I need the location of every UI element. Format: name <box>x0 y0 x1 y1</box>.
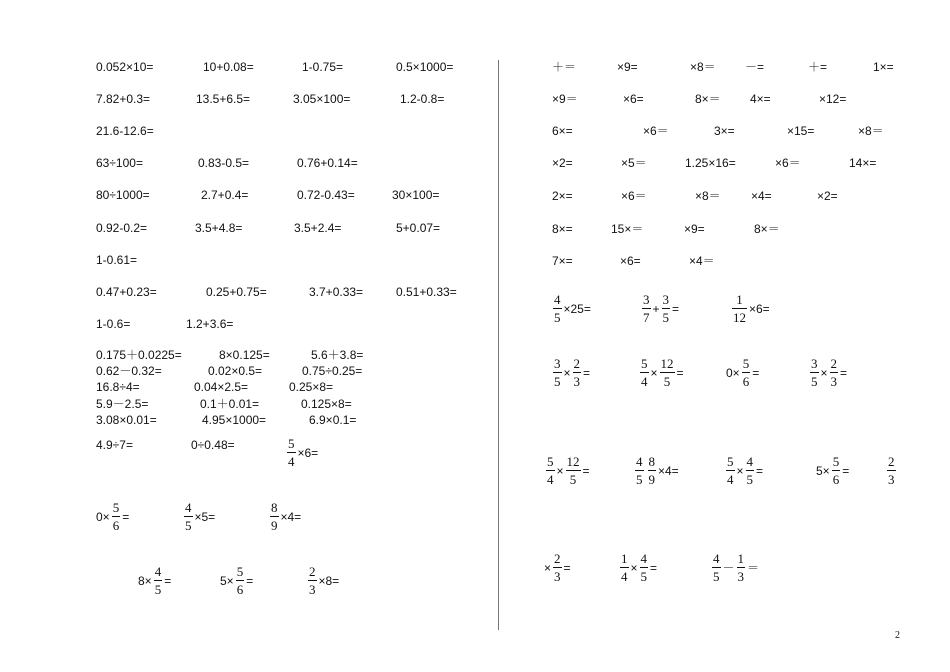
suffix: ×6= <box>297 445 319 460</box>
suffix: = <box>246 573 254 588</box>
denominator: 3 <box>573 374 581 389</box>
fraction <box>662 292 671 325</box>
operator: × <box>736 463 744 478</box>
denominator: 6 <box>832 472 840 487</box>
problem: 0.51+0.33= <box>396 285 457 299</box>
problem: ×6＝ <box>643 124 669 138</box>
numerator: 2 <box>888 454 895 469</box>
denominator: 6 <box>742 374 750 389</box>
denominator: 12 <box>733 310 746 325</box>
numerator: 8 <box>271 500 278 515</box>
problem: 15×＝ <box>611 222 644 236</box>
numerator: 2 <box>554 551 561 566</box>
fraction <box>830 356 839 389</box>
denominator: 5 <box>662 310 670 325</box>
problem: 0.92-0.2= <box>96 221 148 235</box>
problem: ×15= <box>787 124 815 138</box>
prefix: × <box>544 560 552 575</box>
problem: 0.72-0.43= <box>297 188 355 202</box>
suffix: = <box>582 463 590 478</box>
fraction-problem <box>730 292 770 325</box>
problem: 16.8÷4= <box>96 380 140 394</box>
numerator: 12 <box>566 454 580 469</box>
fraction <box>553 551 562 584</box>
suffix: ×4= <box>658 463 679 478</box>
fraction-problem <box>138 564 171 597</box>
denominator: 5 <box>636 472 643 487</box>
problem: 0.175＋0.0225= <box>96 348 182 362</box>
problem: 3.08×0.01= <box>96 413 157 427</box>
denominator: 5 <box>185 518 192 533</box>
problem: 8×＝ <box>754 222 780 236</box>
problem: 0.47+0.23= <box>96 285 157 299</box>
numerator: 8 <box>648 454 655 469</box>
suffix: ＝ <box>747 561 760 575</box>
denominator: 5 <box>663 374 671 389</box>
fraction-problem <box>220 564 253 597</box>
fraction <box>112 500 121 533</box>
fraction <box>742 356 751 389</box>
problem: 8×= <box>552 222 573 236</box>
problem: ×6= <box>620 254 641 268</box>
problem: 13.5+6.5= <box>196 92 251 106</box>
fraction-problem <box>306 564 339 597</box>
problem: 0.5×1000= <box>396 60 454 74</box>
fraction-problem <box>808 356 847 389</box>
problem: 0.76+0.14= <box>297 156 358 170</box>
problem: ×9＝ <box>552 92 578 106</box>
operator: － <box>722 561 735 575</box>
numerator: 4 <box>636 454 643 469</box>
fraction <box>737 551 746 584</box>
suffix: ×8= <box>318 573 340 588</box>
problem: 0.62－0.32= <box>96 364 162 378</box>
denominator: 7 <box>643 310 650 325</box>
numerator: 5 <box>547 454 554 469</box>
problem: ＋= <box>808 60 828 74</box>
fraction-problem <box>182 500 215 533</box>
numerator: 2 <box>309 564 316 579</box>
fraction <box>553 356 562 389</box>
numerator: 3 <box>662 292 670 307</box>
problem: ×4= <box>751 189 772 203</box>
problem: 63÷100= <box>96 156 143 170</box>
problem: 4.9÷7= <box>96 438 133 452</box>
fraction <box>642 292 651 325</box>
denominator: 5 <box>569 472 577 487</box>
numerator: 1 <box>736 292 743 307</box>
denominator: 4 <box>621 569 628 584</box>
denominator: 4 <box>547 472 554 487</box>
numerator: 12 <box>660 356 674 371</box>
problem: 1.2+3.6= <box>186 317 234 331</box>
problem: 80÷1000= <box>96 188 150 202</box>
problem: 30×100= <box>392 188 440 202</box>
problem: 7.82+0.3= <box>96 92 151 106</box>
problem: 7×= <box>552 254 573 268</box>
fraction <box>732 292 747 325</box>
column-divider <box>498 60 499 630</box>
fraction <box>573 356 582 389</box>
fraction-problem <box>640 292 679 325</box>
fraction-problem <box>724 454 763 487</box>
problem: ×6＝ <box>621 189 647 203</box>
denominator: 5 <box>746 472 754 487</box>
problem: 0.83-0.5= <box>198 156 250 170</box>
fraction-problem <box>633 454 679 487</box>
problem: 14×= <box>849 156 877 170</box>
problem: 1.2-0.8= <box>400 92 445 106</box>
operator: × <box>563 365 571 380</box>
fraction-problem <box>638 356 684 389</box>
fraction-problem <box>618 551 657 584</box>
prefix: 8× <box>138 573 152 588</box>
problem: 6.9×0.1= <box>309 413 357 427</box>
fraction-problem <box>885 454 898 487</box>
denominator: 9 <box>271 518 278 533</box>
fraction-problem <box>544 454 590 487</box>
problem: 5.9－2.5= <box>96 397 149 411</box>
operator: × <box>556 463 564 478</box>
problem: 0.02×0.5= <box>208 364 263 378</box>
fraction <box>712 551 721 584</box>
numerator: 5 <box>727 454 734 469</box>
fraction <box>726 454 735 487</box>
numerator: 3 <box>554 356 561 371</box>
fraction-problem <box>551 292 591 325</box>
suffix: = <box>563 560 571 575</box>
fraction <box>236 564 245 597</box>
denominator: 6 <box>236 582 244 597</box>
numerator: 4 <box>185 500 192 515</box>
suffix: = <box>756 463 764 478</box>
fraction-problem <box>551 356 590 389</box>
denominator: 4 <box>288 454 295 469</box>
suffix: = <box>842 463 850 478</box>
numerator: 3 <box>643 292 650 307</box>
fraction <box>635 454 644 487</box>
fraction <box>546 454 555 487</box>
denominator: 4 <box>641 374 648 389</box>
suffix: ×4= <box>280 509 302 524</box>
fraction-problem <box>268 500 301 533</box>
problem: 4×= <box>750 92 771 106</box>
suffix: ×6= <box>749 301 770 316</box>
problem: 3.7+0.33= <box>309 285 364 299</box>
numerator: 4 <box>713 551 720 566</box>
problem: 21.6-12.6= <box>96 124 154 138</box>
fraction <box>184 500 193 533</box>
problem: ×5＝ <box>621 156 647 170</box>
problem: 3×= <box>714 124 735 138</box>
problem: ×6= <box>623 92 644 106</box>
problem: 1×= <box>873 60 894 74</box>
operator: × <box>630 560 638 575</box>
fraction-problem <box>285 436 318 469</box>
prefix: 0× <box>96 509 110 524</box>
numerator: 4 <box>746 454 754 469</box>
denominator: 5 <box>554 374 561 389</box>
problem: ×8＝ <box>690 60 716 74</box>
problem: ×12= <box>819 92 847 106</box>
problem: ×6＝ <box>775 156 801 170</box>
fraction <box>553 292 562 325</box>
problem: 5.6＋3.8= <box>311 348 364 362</box>
numerator: 2 <box>573 356 581 371</box>
numerator: 2 <box>830 356 838 371</box>
denominator: 5 <box>154 582 162 597</box>
fraction <box>270 500 279 533</box>
denominator: 4 <box>727 472 734 487</box>
numerator: 5 <box>236 564 244 579</box>
problem: 0.1＋0.01= <box>200 397 260 411</box>
problem: 2.7+0.4= <box>201 188 249 202</box>
suffix: = <box>840 365 848 380</box>
problem: 6×= <box>552 124 573 138</box>
suffix: = <box>672 301 680 316</box>
denominator: 3 <box>554 569 561 584</box>
denominator: 3 <box>830 374 838 389</box>
problem: 10+0.08= <box>203 60 254 74</box>
problem: 5+0.07= <box>396 221 441 235</box>
numerator: 5 <box>641 356 648 371</box>
fraction <box>620 551 629 584</box>
numerator: 5 <box>112 500 120 515</box>
operator: × <box>820 365 828 380</box>
problem: ×9= <box>684 222 705 236</box>
fraction <box>660 356 675 389</box>
fraction-problem <box>726 356 759 389</box>
suffix: ×25= <box>563 301 591 316</box>
denominator: 6 <box>112 518 120 533</box>
problem: 1-0.61= <box>96 253 138 267</box>
suffix: ×5= <box>194 509 216 524</box>
problem: 8×0.125= <box>219 348 270 362</box>
problem: 0.25×8= <box>289 380 334 394</box>
fraction <box>746 454 755 487</box>
problem: 3.05×100= <box>293 92 351 106</box>
fraction <box>640 551 649 584</box>
page-number: 2 <box>895 630 900 641</box>
prefix: 5× <box>816 463 830 478</box>
problem: ×8＝ <box>695 189 721 203</box>
numerator: 4 <box>640 551 648 566</box>
problem: 0.04×2.5= <box>194 380 249 394</box>
problem: －= <box>745 60 765 74</box>
fraction <box>640 356 649 389</box>
fraction <box>308 564 317 597</box>
numerator: 3 <box>811 356 818 371</box>
denominator: 3 <box>888 472 895 487</box>
fraction-problem <box>96 500 129 533</box>
suffix: = <box>122 509 130 524</box>
problem: ×9= <box>617 60 638 74</box>
fraction <box>810 356 819 389</box>
problem: ＋＝ <box>552 60 577 74</box>
operator: × <box>650 365 658 380</box>
fraction-problem <box>816 454 849 487</box>
fraction <box>887 454 896 487</box>
fraction-problem <box>544 551 571 584</box>
numerator: 1 <box>737 551 745 566</box>
denominator: 3 <box>309 582 316 597</box>
suffix: = <box>583 365 591 380</box>
suffix: = <box>752 365 760 380</box>
suffix: = <box>676 365 684 380</box>
prefix: 5× <box>220 573 234 588</box>
numerator: 5 <box>288 436 295 451</box>
problem: 0.125×8= <box>301 397 352 411</box>
denominator: 9 <box>648 472 655 487</box>
problem: 0.75÷0.25= <box>302 364 363 378</box>
problem: 0÷0.48= <box>191 438 235 452</box>
problem: 4.95×1000= <box>202 413 267 427</box>
suffix: = <box>650 560 658 575</box>
fraction <box>154 564 163 597</box>
fraction <box>648 454 657 487</box>
numerator: 1 <box>621 551 628 566</box>
problem: ×2= <box>817 189 838 203</box>
problem: 1-0.6= <box>96 317 131 331</box>
fraction-problem <box>710 551 759 584</box>
problem: ×4＝ <box>689 254 715 268</box>
fraction <box>287 436 296 469</box>
numerator: 5 <box>742 356 750 371</box>
fraction <box>566 454 581 487</box>
problem: 3.5+2.4= <box>294 221 342 235</box>
denominator: 3 <box>737 569 745 584</box>
denominator: 5 <box>713 569 720 584</box>
denominator: 5 <box>554 310 561 325</box>
suffix: = <box>164 573 172 588</box>
problem: ×2= <box>552 156 573 170</box>
problem: 0.25+0.75= <box>206 285 267 299</box>
numerator: 4 <box>554 292 561 307</box>
problem: 3.5+4.8= <box>195 221 243 235</box>
operator: + <box>652 301 660 316</box>
problem: 1.25×16= <box>685 156 736 170</box>
denominator: 5 <box>640 569 648 584</box>
problem: ×8＝ <box>858 124 884 138</box>
prefix: 0× <box>726 365 740 380</box>
problem: 1-0.75= <box>302 60 344 74</box>
numerator: 5 <box>832 454 840 469</box>
problem: 2×= <box>552 189 573 203</box>
denominator: 5 <box>811 374 818 389</box>
fraction <box>832 454 841 487</box>
problem: 0.052×10= <box>96 60 154 74</box>
numerator: 4 <box>154 564 162 579</box>
problem: 8×＝ <box>695 92 721 106</box>
